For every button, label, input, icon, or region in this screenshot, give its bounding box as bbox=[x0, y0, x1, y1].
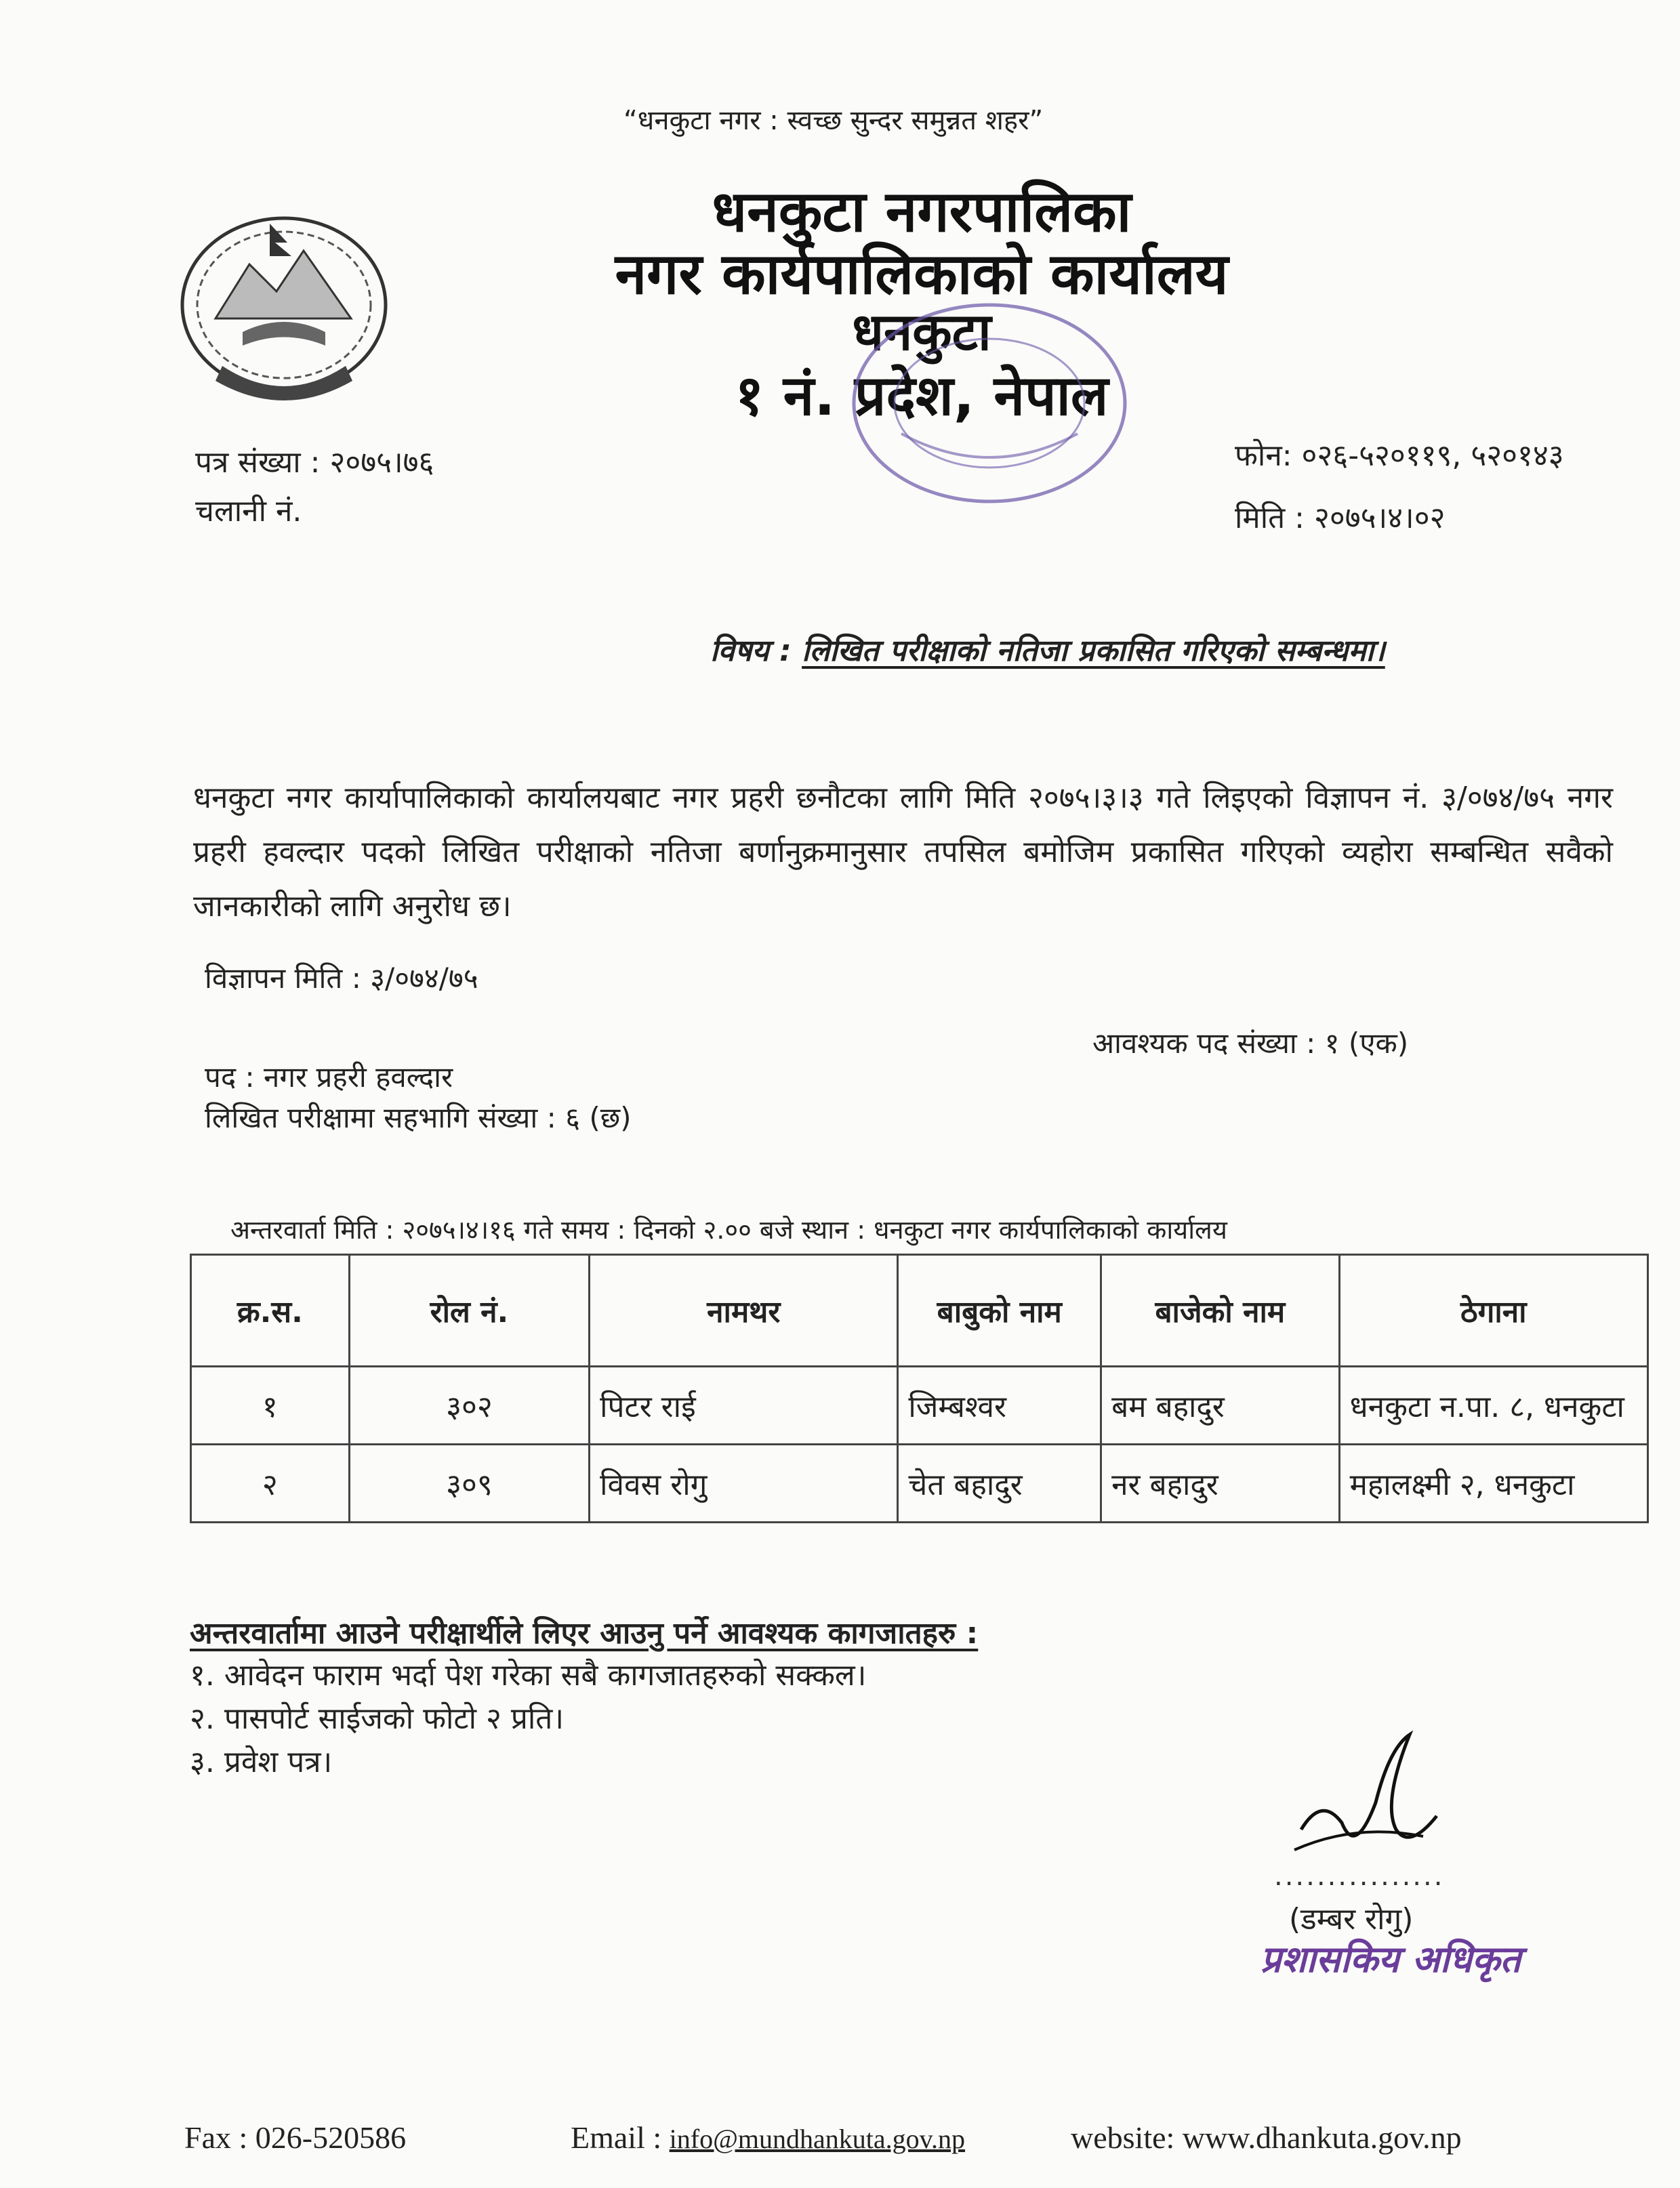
document-item: १. आवेदन फाराम भर्दा पेश गरेका सबै कागजातहरुको सक्कल। bbox=[190, 1658, 867, 1693]
office-stamp-icon bbox=[840, 291, 1139, 515]
email-link[interactable]: info@mundhankuta.gov.np bbox=[669, 2124, 966, 2154]
participants-count: लिखित परीक्षामा सहभागि संख्या : ६ (छ) bbox=[205, 1101, 632, 1134]
table-cell: १ bbox=[191, 1367, 350, 1445]
document-item: २. पासपोर्ट साईजको फोटो २ प्रति। bbox=[190, 1701, 565, 1736]
office-title-1: धनकुटा नगरपालिका bbox=[712, 178, 1132, 245]
subject-label: विषय : bbox=[710, 634, 792, 668]
phone-numbers: फोन: ०२६-५२०११९, ५२०१४३ bbox=[1235, 438, 1564, 473]
table-cell: बम बहादुर bbox=[1101, 1367, 1340, 1445]
column-header: ठेगाना bbox=[1339, 1255, 1647, 1367]
column-header: बाजेको नाम bbox=[1101, 1255, 1340, 1367]
document-item: ३. प्रवेश पत्र। bbox=[190, 1745, 333, 1779]
fax-number: Fax : 026-520586 bbox=[184, 2120, 407, 2155]
office-title-2: नगर कार्यपालिकाको कार्यालय bbox=[615, 241, 1229, 307]
table-cell: ३०९ bbox=[349, 1445, 589, 1523]
table-header-row bbox=[191, 1255, 1648, 1367]
table-cell: ३०२ bbox=[349, 1367, 589, 1445]
nepal-emblem-icon bbox=[175, 203, 393, 407]
advertisement-date: विज्ञापन मिति : ३/०७४/७५ bbox=[205, 962, 478, 995]
signature-dots: ................ bbox=[1274, 1861, 1445, 1892]
email-label: Email : bbox=[571, 2120, 670, 2155]
interview-info: अन्तरवार्ता मिति : २०७५।४।१६ गते समय : दिनको २.०० बजे स्थान : धनकुटा नगर कार्यपालिकाको कार्यालय bbox=[230, 1215, 1227, 1245]
signature-icon bbox=[1274, 1721, 1450, 1884]
column-header: रोल नं. bbox=[349, 1255, 589, 1367]
table-cell: चेत बहादुर bbox=[898, 1445, 1101, 1523]
documents-title: अन्तरवार्तामा आउने परीक्षार्थीले लिएर आउनु पर्ने आवश्यक कागजातहरु : bbox=[190, 1616, 979, 1651]
table-cell: विवस रोगु bbox=[590, 1445, 898, 1523]
results-table bbox=[190, 1254, 1649, 1523]
letter-date: मिति : २०७५।४।०२ bbox=[1235, 501, 1446, 535]
column-header: बाबुको नाम bbox=[898, 1255, 1101, 1367]
letter-number: पत्र संख्या : २०७५।७६ bbox=[195, 445, 434, 480]
column-header: क्र.स. bbox=[191, 1255, 350, 1367]
table-cell: महालक्ष्मी २, धनकुटा bbox=[1339, 1445, 1647, 1523]
table-row bbox=[191, 1367, 1648, 1445]
subject-text: लिखित परीक्षाको नतिजा प्रकासित गरिएको सम्बन्धमा। bbox=[802, 634, 1385, 668]
table-cell: जिम्बश्वर bbox=[898, 1367, 1101, 1445]
office-title-3: धनकुटा bbox=[852, 302, 991, 362]
website-link[interactable]: website: www.dhankuta.gov.np bbox=[1071, 2120, 1462, 2155]
motto: “धनकुटा नगर : स्वच्छ सुन्दर समुन्नत शहर” bbox=[623, 105, 1044, 136]
email-block bbox=[571, 2120, 965, 2155]
signatory-post: प्रशासकिय अधिकृत bbox=[1261, 1938, 1521, 1981]
dispatch-number: चलानी नं. bbox=[195, 494, 302, 529]
post-name: पद : नगर प्रहरी हवल्दार bbox=[205, 1060, 453, 1094]
table-cell: २ bbox=[191, 1445, 350, 1523]
required-posts: आवश्यक पद संख्या : १ (एक) bbox=[1092, 1027, 1409, 1060]
column-header: नामथर bbox=[590, 1255, 898, 1367]
table-cell: पिटर राई bbox=[590, 1367, 898, 1445]
table-row bbox=[191, 1445, 1648, 1523]
subject-line bbox=[710, 629, 1385, 669]
body-paragraph: धनकुटा नगर कार्यापालिकाको कार्यालयबाट नगर प्रहरी छनौटका लागि मिति २०७५।३।३ गते लिइएको विज्ञापन नं. ३/०७४/७५ नगर प्रहरी हवल्दार पदको लिखित परीक्षाको नतिजा बर्णानुक्रमानुसार तपसिल बमोजिम प्रकासित गरिएको व्यहोरा सम्बन्धित सवैको जानकारीको लागि अनुरोध छ। bbox=[193, 781, 1613, 924]
office-title-4: १ नं. प्रदेश, नेपाल bbox=[735, 364, 1109, 428]
table-cell: धनकुटा न.पा. ८, धनकुटा bbox=[1339, 1367, 1647, 1445]
table-cell: नर बहादुर bbox=[1101, 1445, 1340, 1523]
signatory-name: (डम्बर रोगु) bbox=[1289, 1902, 1414, 1937]
